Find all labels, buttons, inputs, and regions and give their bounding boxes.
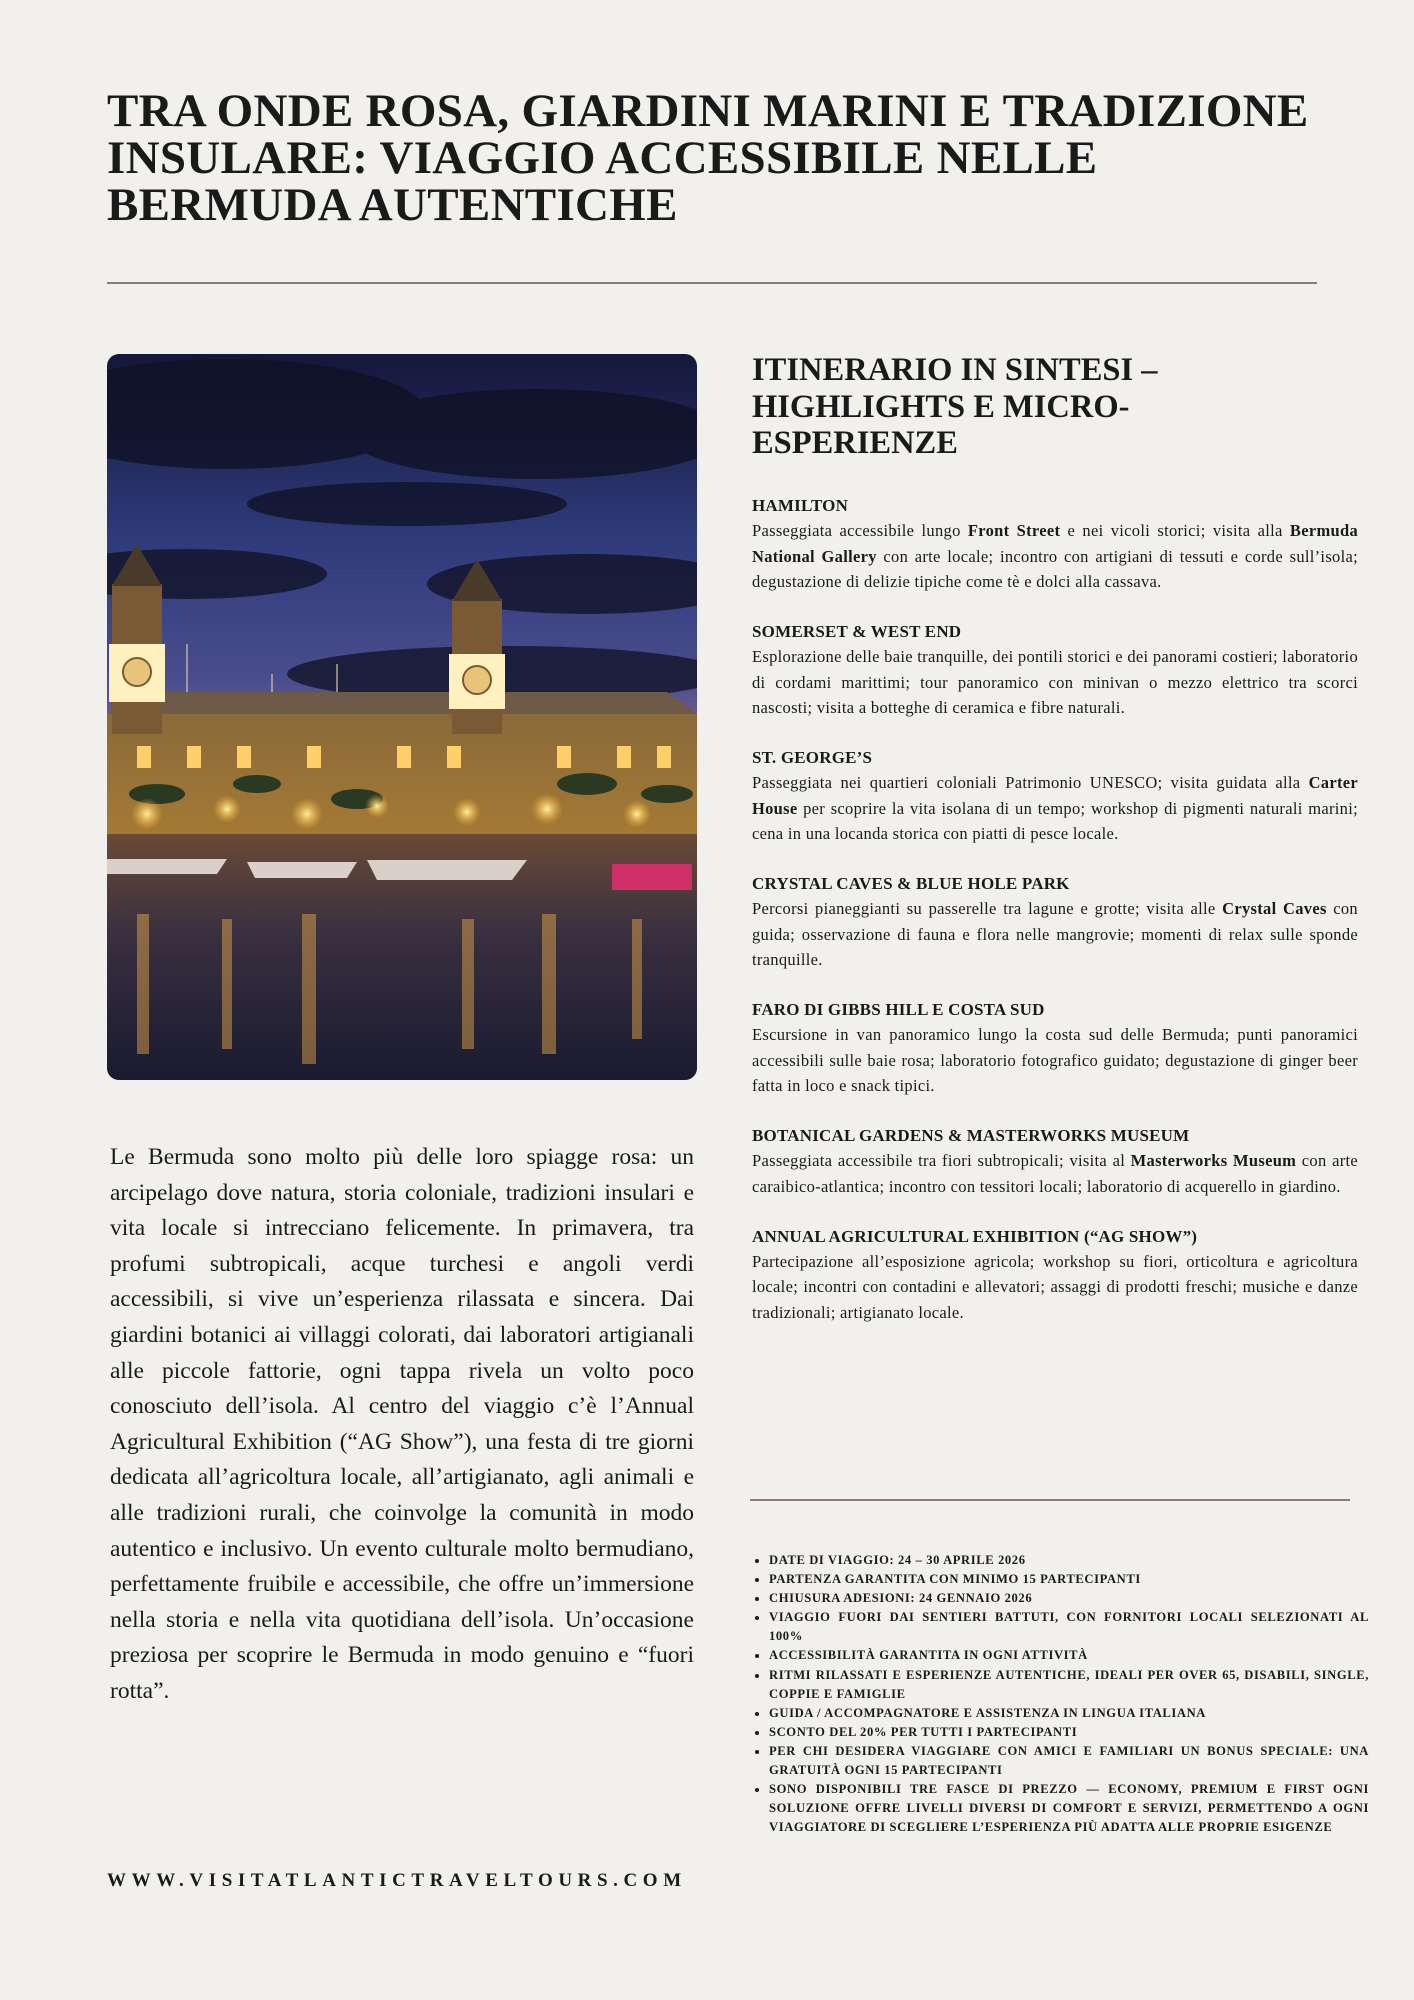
itinerary-description: Percorsi pianeggianti su passerelle tra lagune e grotte; visita alle Crystal Caves con guida; osservazione di fauna e flora nelle mangrovie; momenti di relax sulle sponde tranquille. bbox=[752, 899, 1358, 969]
details-divider bbox=[750, 1499, 1350, 1501]
detail-item: • GUIDA / ACCOMPAGNATORE E ASSISTENZA IN LINGUA ITALIANA bbox=[769, 1704, 1369, 1723]
itinerary-heading: ANNUAL AGRICULTURAL EXHIBITION (“AG SHOW”) bbox=[752, 1226, 1198, 1246]
itinerary-heading: BOTANICAL GARDENS & MASTERWORKS MUSEUM bbox=[752, 1126, 1190, 1145]
trip-details-list bbox=[750, 1551, 1369, 1837]
itinerary-description: Passeggiata accessibile tra fiori subtropicali; visita al Masterworks Museum con arte caraibico-atlantica; incontro con tessitori locali; laboratorio di acquerello in giardino. bbox=[752, 1151, 1358, 1196]
itinerary-title: ITINERARIO IN SINTESI – HIGHLIGHTS E MICRO-ESPERIENZE bbox=[752, 352, 1158, 461]
detail-item: • CHIUSURA ADESIONI: 24 GENNAIO 2026 bbox=[769, 1589, 1369, 1608]
itinerary-item-ag-show bbox=[752, 1224, 1358, 1326]
intro-paragraph: Le Bermuda sono molto più delle loro spiagge rosa: un arcipelago dove natura, storia coloniale, tradizioni insulari e vita locale si intrecciano felicemente. In primavera, tra profumi subtropicali, acque turchesi e angoli verdi accessibili, si vive un’esperienza rilassata e sincera. Dai giardini botanici ai villaggi colorati, dai laboratori artigianali alle piccole fattorie, ogni tappa rivela un volto poco conosciuto dell’isola. Al centro del viaggio c’è l’Annual Agricultural Exhibition (“AG Show”), una festa di tre giorni dedicata all’agricoltura locale, all’artigianato, agli animali e alle tradizioni rurali, che coinvolge la comunità in modo autentico e inclusivo. Un evento culturale molto bermudiano, perfettamente fruibile e accessibile, che offre un’immersione nella storia e nella vita quotidiana dell’isola. Un’occasione preziosa per scoprire le Bermuda in modo genuino e “fuori rotta”. bbox=[110, 1144, 694, 1704]
itinerary-heading: ST. GEORGE’S bbox=[752, 748, 873, 767]
detail-item: • ACCESSIBILITÀ GARANTITA IN OGNI ATTIVITÀ bbox=[769, 1646, 1369, 1665]
detail-item: • VIAGGIO FUORI DAI SENTIERI BATTUTI, CON FORNITORI LOCALI SELEZIONATI AL 100% bbox=[769, 1608, 1369, 1646]
page-title: TRA ONDE ROSA, GIARDINI MARINI E TRADIZIONE INSULARE: VIAGGIO ACCESSIBILE NELLE BERMUDA AUTENTICHE bbox=[107, 85, 1309, 231]
itinerary-description: Escursione in van panoramico lungo la costa sud delle Bermuda; punti panoramici accessibili sulle baie rosa; laboratorio fotografico guidato; degustazione di ginger beer fatta in loco e snack tipici. bbox=[752, 1025, 1358, 1095]
title-divider bbox=[107, 282, 1317, 284]
itinerary-item-gibbs-hill bbox=[752, 997, 1358, 1099]
harbor-night-photo bbox=[107, 354, 697, 1080]
itinerary-heading: CRYSTAL CAVES & BLUE HOLE PARK bbox=[752, 874, 1070, 893]
itinerary-description: Esplorazione delle baie tranquille, dei pontili storici e dei panorami costieri; laboratorio di cordami marittimi; tour panoramico con minivan o mezzo elettrico tra scorci nascosti; visita a botteghe di ceramica e fibre naturali. bbox=[752, 647, 1358, 717]
itinerary-item-botanical-gardens bbox=[752, 1123, 1358, 1199]
itinerary-item-somerset bbox=[752, 619, 1358, 721]
detail-item: • DATE DI VIAGGIO: 24 – 30 APRILE 2026 bbox=[769, 1551, 1369, 1570]
detail-item: • SONO DISPONIBILI TRE FASCE DI PREZZO — ECONOMY, PREMIUM E FIRST OGNI SOLUZIONE OFFRE LIVELLI DIVERSI DI COMFORT E SERVIZI, PERMETTENDO A OGNI VIAGGIATORE DI SCEGLIERE L’ESPERIENZA PIÙ ADATTA ALLE PROPRIE ESIGENZE bbox=[769, 1780, 1369, 1837]
detail-item: • PARTENZA GARANTITA CON MINIMO 15 PARTECIPANTI bbox=[769, 1570, 1369, 1589]
detail-item: • RITMI RILASSATI E ESPERIENZE AUTENTICHE, IDEALI PER OVER 65, DISABILI, SINGLE, COPPIE E FAMIGLIE bbox=[769, 1666, 1369, 1704]
itinerary-description: Passeggiata accessibile lungo Front Street e nei vicoli storici; visita alla Bermuda National Gallery con arte locale; incontro con artigiani di tessuti e corde sull’isola; degustazione di delizie tipiche come tè e dolci alla cassava. bbox=[752, 521, 1358, 591]
website-link[interactable]: WWW.VISITATLANTICTRAVELTOURS.COM bbox=[107, 1870, 687, 1891]
detail-item: • PER CHI DESIDERA VIAGGIARE CON AMICI E FAMILIARI UN BONUS SPECIALE: UNA GRATUITÀ OGNI 15 PARTECIPANTI bbox=[769, 1742, 1369, 1780]
itinerary-description: Passeggiata nei quartieri coloniali Patrimonio UNESCO; visita guidata alla Carter House per scoprire la vita isolana di un tempo; workshop di pigmenti naturali marini; cena in una locanda storica con piatti di pesce locale. bbox=[752, 773, 1358, 843]
itinerary-heading: SOMERSET & WEST END bbox=[752, 622, 962, 641]
itinerary-heading: HAMILTON bbox=[752, 496, 849, 515]
itinerary-item-hamilton bbox=[752, 493, 1358, 595]
itinerary-list bbox=[752, 493, 1358, 1350]
itinerary-item-st-georges bbox=[752, 745, 1358, 847]
detail-item: • SCONTO DEL 20% PER TUTTI I PARTECIPANTI bbox=[769, 1723, 1369, 1742]
itinerary-heading: FARO DI GIBBS HILL E COSTA SUD bbox=[752, 1000, 1045, 1019]
itinerary-description: Partecipazione all’esposizione agricola; workshop su fiori, orticoltura e agricoltura locale; incontri con contadini e allevatori; assaggi di prodotti freschi; musiche e danze tradizionali; artigianato locale. bbox=[752, 1251, 1358, 1322]
itinerary-item-crystal-caves bbox=[752, 871, 1358, 973]
